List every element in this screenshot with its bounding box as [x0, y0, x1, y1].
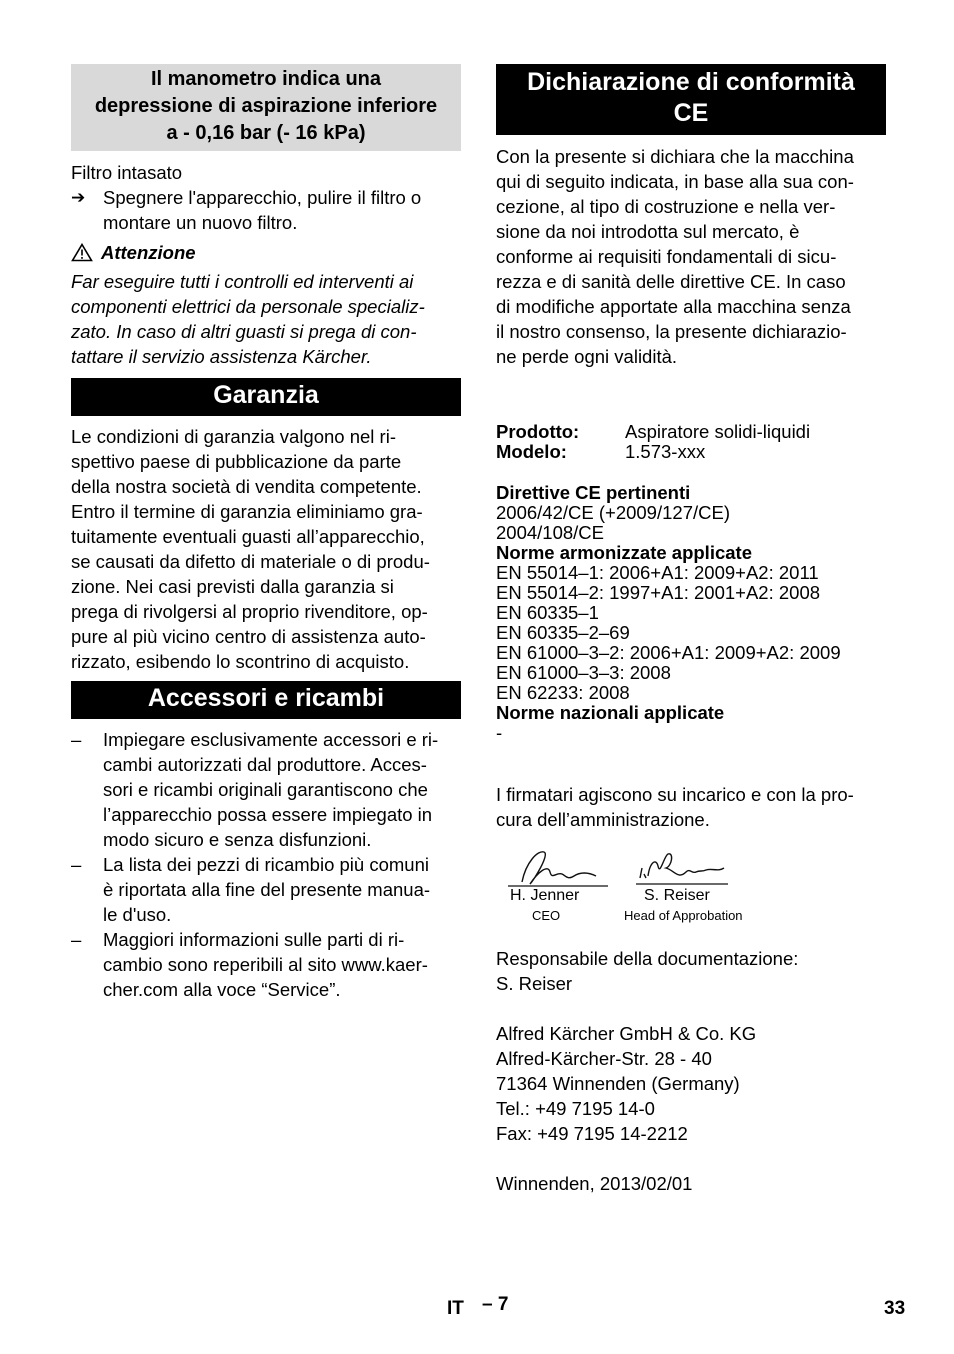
- signer-1-name: H. Jenner: [510, 887, 580, 904]
- page-number: 33: [884, 1298, 906, 1319]
- signatories-text: I firmatari agiscono su incarico e con la pro- cura dell’amministrazione.: [496, 784, 854, 830]
- signature-block: [496, 832, 886, 922]
- warning-icon: [71, 243, 93, 262]
- warning-label: Attenzione: [71, 240, 461, 265]
- model-row: Modelo: 1.573-xxx: [496, 441, 706, 462]
- list-item: – Maggiori informazioni sulle parti di ri- cambio sono reperibili al sito www.kaer- cher.com alla voce “Service”.: [71, 929, 428, 1000]
- garanzia-heading: Garanzia: [71, 378, 461, 416]
- place-date: Winnenden, 2013/02/01: [496, 1173, 693, 1194]
- signer-2-name: S. Reiser: [644, 887, 710, 904]
- footer-language: IT: [447, 1298, 464, 1319]
- company-address: Alfred Kärcher GmbH & Co. KG Alfred-Kärcher-Str. 28 - 40 71364 Winnenden (Germany) Tel.: +49 7195 14-0 Fax: +49 7195 14-2212: [496, 1023, 757, 1144]
- left-column: [71, 64, 461, 1002]
- accessori-heading: Accessori e ricambi: [71, 681, 461, 719]
- right-column: [496, 64, 886, 1196]
- warning-text: Far eseguire tutti i controlli ed interventi ai componenti elettrici da personale specializ- zato. In caso di altri guasti si prega di con- tattare il servizio assistenza Kärcher.: [71, 271, 425, 367]
- garanzia-text: Le condizioni di garanzia valgono nel ri- spettivo paese di pubblicazione da parte della nostra società di vendita competente. Entro il termine di garanzia eliminiamo gra- tuitamente eventuali guasti all’apparecchio, se causati da difetto di materiale o di produ- zione. Nei casi previsti dalla garanzia si prega di rivolgersi al proprio rivenditore, op- pure al più vicino centro di assistenza auto- rizzato, esibendo lo scontrino di acquisto.: [71, 426, 430, 672]
- declaration-intro: Con la presente si dichiara che la macchina qui di seguito indicata, in base alla sua con- cezione, al tipo di costruzione e nella ver- sione da noi introdotta sul mercato, è conforme ai requisiti fondamentali di sicu- rezza e di sanità delle direttive CE. In caso di modifiche apportate alla macchina senza il nostro consenso, la presente dichiarazio- ne perde ogni validità.: [496, 146, 854, 367]
- troubleshooting-heading: Il manometro indica una depressione di aspirazione inferiore a - 0,16 bar (- 16 kPa): [71, 64, 461, 151]
- documentation-responsible: Responsabile della documentazione: S. Reiser: [496, 948, 799, 994]
- footer-section-page: – 7: [482, 1294, 509, 1315]
- accessori-list: [71, 727, 461, 1002]
- arrow-right-icon: ➔: [71, 188, 86, 207]
- signer-2-role: Head of Approbation: [624, 908, 743, 923]
- list-item: – Impiegare esclusivamente accessori e ri- cambi autorizzati dal produttore. Acces- sori e ricambi originali garantiscono che l’apparecchio possa essere impiegato in modo sicuro e senza disfunzioni.: [71, 729, 439, 850]
- compliance-list: Direttive CE pertinenti 2006/42/CE (+2009/127/CE) 2004/108/CE Norme armonizzate applicate EN 55014–1: 2006+A1: 2009+A2: 2011 EN 55014–2: 1997+A1: 2001+A2: 2008 EN 60335–1 EN 60335–2–69 EN 61000–3–2: 2006+A1: 2009+A2: 2009 EN 61000–3–3: 2008 EN 62233: 2008 Norme nazionali applicate -: [496, 482, 841, 743]
- product-row: Prodotto: Aspiratore solidi-liquidi: [496, 421, 811, 442]
- cause-text: Filtro intasato: [71, 162, 183, 183]
- signer-1-role: CEO: [532, 908, 561, 923]
- list-item: – La lista dei pezzi di ricambio più comuni è riportata alla fine del presente manua- le d'uso.: [71, 854, 431, 925]
- remedy-item: ➔ Spegnere l'apparecchio, pulire il filtro o montare un nuovo filtro.: [71, 187, 422, 233]
- declaration-heading: Dichiarazione di conformità CE: [496, 64, 886, 135]
